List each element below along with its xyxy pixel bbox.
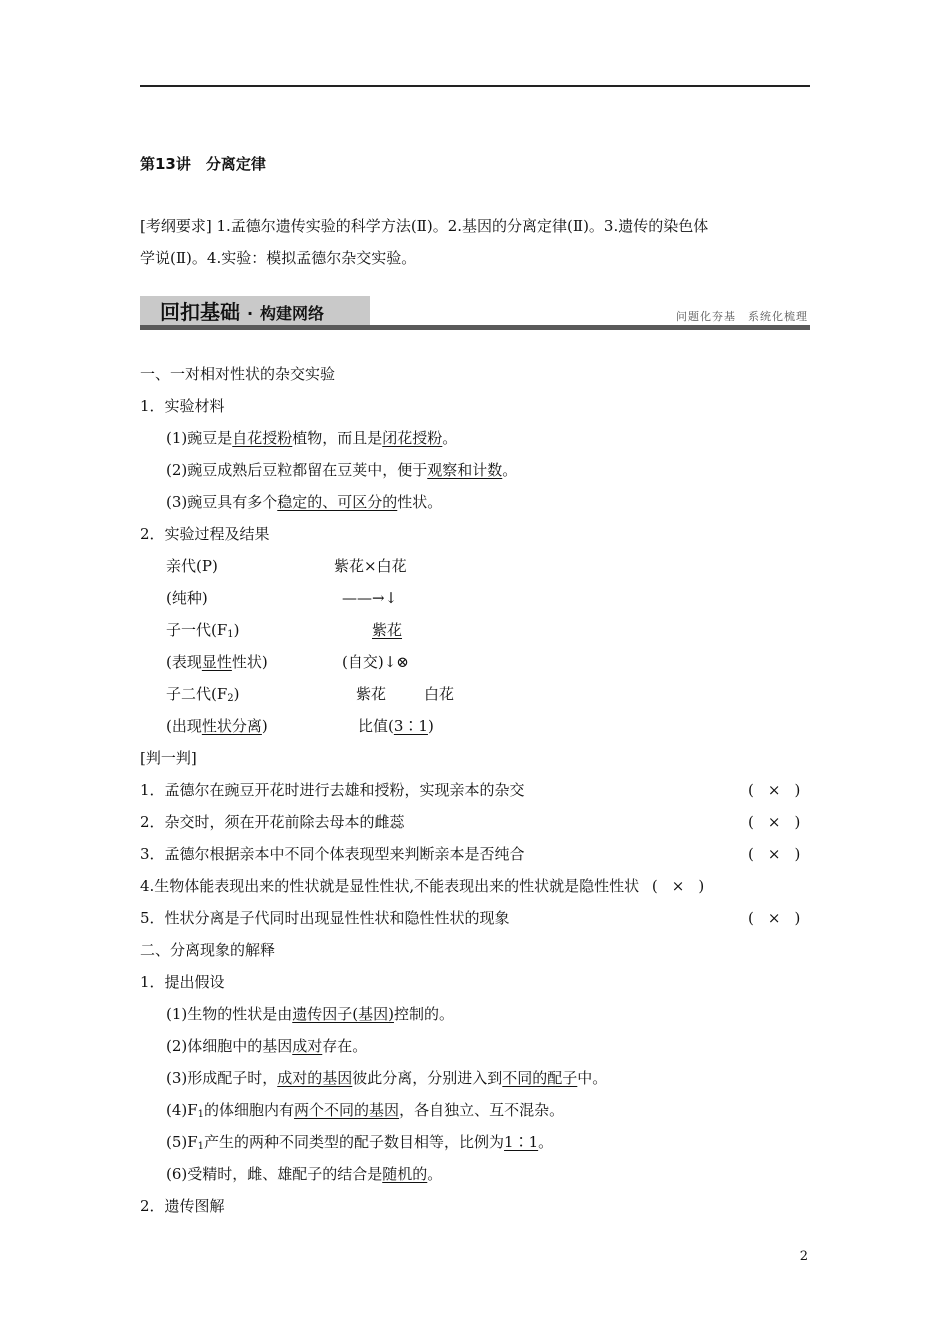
sec2-item2: 2．遗传图解 <box>140 1197 225 1215</box>
text: ) <box>794 845 801 863</box>
text: 。 <box>538 1133 554 1151</box>
sec1-item2: 2．实验过程及结果 <box>140 525 270 543</box>
diagram-selfing: (自交)↓⊗ <box>342 653 409 671</box>
text: ( <box>748 813 754 831</box>
text: (5)F <box>166 1133 198 1151</box>
text: ) <box>794 909 801 927</box>
diagram-f1-value: 紫花 <box>372 621 403 639</box>
sec2-h6 <box>166 1164 442 1184</box>
banner-title <box>160 300 324 326</box>
cross-mark: × <box>767 781 781 799</box>
diagram-arrow-1: ——→↓ <box>342 589 398 607</box>
text: ) <box>794 781 801 799</box>
answer: 观察和计数 <box>427 461 503 479</box>
text: (1)生物的性状是由 <box>166 1005 293 1023</box>
text: 彼此分离，分别进入到 <box>352 1069 503 1087</box>
sec2-h3 <box>166 1068 607 1088</box>
judge-mark-2 <box>748 812 810 832</box>
text: 。 <box>442 429 458 447</box>
answer: 随机的 <box>382 1165 428 1183</box>
diagram-f2-value-1: 紫花 <box>356 685 387 703</box>
text: 中。 <box>577 1069 608 1087</box>
sec1-item1: 1．实验材料 <box>140 397 225 415</box>
answer: 1∶1 <box>504 1133 539 1151</box>
judge-item-5: 5．性状分离是子代同时出现显性性状和隐性性状的现象 <box>140 909 510 927</box>
diagram-f1-label <box>166 620 240 640</box>
answer: 不同的配子 <box>502 1069 578 1087</box>
text: (表现 <box>166 653 202 671</box>
subscript: 1 <box>197 1141 205 1152</box>
sec1-p1 <box>166 428 457 448</box>
answer: 成对 <box>292 1037 323 1055</box>
text: 性状。 <box>397 493 443 511</box>
text: ) <box>427 717 434 735</box>
lecture-title: 第13讲 分离定律 <box>140 155 266 173</box>
banner-dot: · <box>246 304 254 323</box>
text: 比值( <box>358 717 394 735</box>
subscript: 1 <box>227 629 234 640</box>
judge-item-2: 2．杂交时，须在开花前除去母本的雌蕊 <box>140 813 405 831</box>
text: (2)豌豆成熟后豆粒都留在豆荚中，便于 <box>166 461 428 479</box>
text: (4)F <box>166 1101 198 1119</box>
text: (1)豌豆是 <box>166 429 233 447</box>
text: (3)形成配子时， <box>166 1069 278 1087</box>
judge-item-1: 1．孟德尔在豌豆开花时进行去雄和授粉，实现亲本的杂交 <box>140 781 525 799</box>
text: (3)豌豆具有多个 <box>166 493 278 511</box>
diagram-show-label <box>166 652 268 672</box>
answer: 自花授粉 <box>232 429 293 447</box>
text: 存在。 <box>322 1037 368 1055</box>
header-rule <box>140 85 810 87</box>
text: ) <box>233 621 240 639</box>
sec1-heading: 一、一对相对性状的杂交实验 <box>140 365 336 383</box>
sec2-h1 <box>166 1004 454 1024</box>
text: 4.生物体能表现出来的性状就是显性性状,不能表现出来的性状就是隐性性状 <box>140 877 640 895</box>
sec2-h4 <box>166 1100 564 1120</box>
text: ) <box>698 877 705 895</box>
judge-mark-1 <box>748 780 810 800</box>
answer: 稳定的、可区分的 <box>277 493 398 511</box>
syllabus-line-1 <box>140 216 708 236</box>
diagram-separation-label <box>166 716 268 736</box>
sec2-item1: 1．提出假设 <box>140 973 225 991</box>
diagram-p-value: 紫花×白花 <box>334 557 407 575</box>
sec2-heading: 二、分离现象的解释 <box>140 941 276 959</box>
text: ( <box>748 909 754 927</box>
text: (6)受精时，雌、雄配子的结合是 <box>166 1165 383 1183</box>
text: ，各自独立、互不混杂。 <box>399 1101 565 1119</box>
syllabus-text-1: 1.孟德尔遗传实验的科学方法(Ⅱ)。2.基因的分离定律(Ⅱ)。3.遗传的染色体 <box>216 217 709 235</box>
answer: 3∶1 <box>393 717 428 735</box>
sec1-p3 <box>166 492 442 512</box>
banner-main: 回扣基础 <box>160 300 240 324</box>
diagram-ratio <box>358 716 434 736</box>
text: ) <box>233 685 240 703</box>
text: ) <box>261 717 268 735</box>
answer: 性状分离 <box>201 717 262 735</box>
text: ( <box>748 845 754 863</box>
text: 。 <box>427 1165 443 1183</box>
cross-mark: × <box>767 845 781 863</box>
answer: 成对的基因 <box>277 1069 353 1087</box>
text: 产生的两种不同类型的配子数目相等，比例为 <box>204 1133 505 1151</box>
subscript: 1 <box>197 1109 205 1120</box>
page-number: 2 <box>799 1249 808 1264</box>
sec1-p2 <box>166 460 517 480</box>
cross-mark: × <box>671 877 685 895</box>
answer: 两个不同的基因 <box>294 1101 400 1119</box>
text: (2)体细胞中的基因 <box>166 1037 293 1055</box>
banner-right-text: 问题化夯基 系统化梳理 <box>676 310 808 323</box>
answer: 遗传因子(基因) <box>292 1005 394 1023</box>
text: 子一代(F <box>166 621 228 639</box>
text: 。 <box>502 461 518 479</box>
text: ( <box>651 877 658 895</box>
text: 的体细胞内有 <box>204 1101 295 1119</box>
text: (出现 <box>166 717 202 735</box>
sec2-h5 <box>166 1132 553 1152</box>
syllabus-tag: [考纲要求] <box>140 217 212 235</box>
judge-item-3: 3．孟德尔根据亲本中不同个体表现型来判断亲本是否纯合 <box>140 845 525 863</box>
section-banner <box>140 296 810 332</box>
diagram-pure-label: (纯种) <box>166 589 208 607</box>
text: 植物，而且是 <box>292 429 383 447</box>
diagram-f2-label <box>166 684 240 704</box>
sec2-h2 <box>166 1036 367 1056</box>
diagram-f2-value-2: 白花 <box>424 685 455 703</box>
text: 控制的。 <box>393 1005 454 1023</box>
subscript: 2 <box>227 693 234 704</box>
judge-mark-5 <box>748 908 810 928</box>
text: 子二代(F <box>166 685 228 703</box>
text: ) <box>794 813 801 831</box>
judge-mark-3 <box>748 844 810 864</box>
text: ( <box>748 781 754 799</box>
cross-mark: × <box>767 909 781 927</box>
judge-heading: [判一判] <box>140 749 197 767</box>
text: 性状) <box>231 653 268 671</box>
banner-sub: 构建网络 <box>260 304 325 323</box>
cross-mark: × <box>767 813 781 831</box>
judge-item-4 <box>140 876 704 896</box>
syllabus-line-2: 学说(Ⅱ)。4.实验：模拟孟德尔杂交实验。 <box>140 249 417 267</box>
diagram-p-label: 亲代(P) <box>166 557 218 575</box>
answer: 显性 <box>201 653 232 671</box>
answer: 闭花授粉 <box>382 429 443 447</box>
